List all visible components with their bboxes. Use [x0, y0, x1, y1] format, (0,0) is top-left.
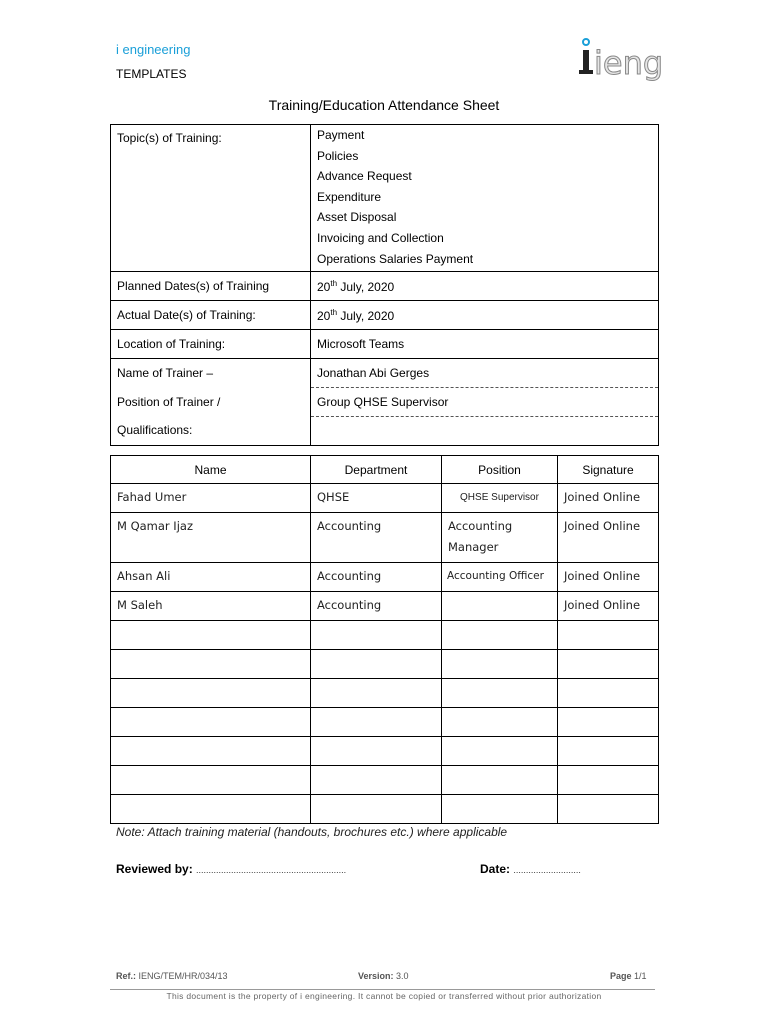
empty-cell: [311, 737, 442, 766]
note-text: Note: Attach training material (handouts, brochures etc.) where applicable: [116, 825, 508, 839]
actual-date-label: Actual Date(s) of Training:: [111, 301, 311, 330]
trainer-qual-value: [311, 416, 658, 445]
empty-cell: [311, 795, 442, 824]
attendee-department: QHSE: [311, 484, 442, 513]
location-value: Microsoft Teams: [311, 330, 659, 359]
empty-cell: [442, 766, 558, 795]
empty-cell: [311, 679, 442, 708]
attendance-table: [110, 455, 659, 824]
brand-name: i engineering: [116, 42, 191, 57]
section-label: TEMPLATES: [116, 67, 187, 81]
trainer-labels: [111, 359, 311, 446]
topics-label: Topic(s) of Training:: [111, 125, 311, 272]
empty-cell: [558, 708, 659, 737]
table-row: [111, 484, 659, 513]
footer-divider: [110, 989, 655, 990]
footer-version: Version: 3.0: [358, 971, 409, 981]
empty-cell: [442, 737, 558, 766]
attendee-department: Accounting: [311, 513, 442, 563]
trainer-name-value: Jonathan Abi Gerges: [317, 366, 430, 381]
empty-cell: [558, 679, 659, 708]
date-field: [480, 862, 581, 876]
planned-date-label: Planned Dates(s) of Training: [111, 272, 311, 301]
attendance-header-row: [111, 456, 659, 484]
empty-cell: [558, 650, 659, 679]
attendee-position: [442, 592, 558, 621]
topic-item: Advance Request: [317, 169, 412, 184]
topic-item: Policies: [317, 148, 359, 163]
empty-cell: [558, 795, 659, 824]
actual-date-row: [111, 301, 659, 330]
attendee-signature: Joined Online: [558, 592, 659, 621]
empty-row: [111, 795, 659, 824]
table-row: [111, 592, 659, 621]
empty-cell: [442, 679, 558, 708]
attendee-department: Accounting: [311, 592, 442, 621]
location-row: [111, 330, 659, 359]
topic-item: Payment: [317, 128, 365, 142]
page-title: Training/Education Attendance Sheet: [268, 97, 500, 113]
trainer-row: [111, 359, 659, 446]
footer-property-notice: This document is the property of i engineering. It cannot be copied or transferred without prior authorization: [166, 991, 602, 1001]
reviewed-by-blank: ............................................................: [196, 865, 347, 875]
topic-item: Invoicing and Collection: [317, 230, 444, 245]
ieng-logo: [574, 36, 674, 90]
empty-cell: [311, 766, 442, 795]
attendee-position: QHSE Supervisor: [442, 484, 558, 513]
date-label: Date:: [480, 862, 511, 876]
empty-cell: [111, 766, 311, 795]
empty-cell: [311, 650, 442, 679]
attendee-position: Accounting Officer: [442, 563, 558, 592]
empty-cell: [311, 621, 442, 650]
header-signature: Signature: [558, 456, 659, 484]
trainer-position-label: Position of Trainer /: [117, 394, 221, 409]
empty-row: [111, 621, 659, 650]
empty-cell: [558, 737, 659, 766]
reviewed-by-field: [116, 862, 346, 876]
attendee-name: M Qamar Ijaz: [111, 513, 311, 563]
attendee-department: Accounting: [311, 563, 442, 592]
location-label: Location of Training:: [111, 330, 311, 359]
attendee-signature: Joined Online: [558, 513, 659, 563]
trainer-qual-label: Qualifications:: [117, 423, 193, 438]
footer-ref: Ref.: IENG/TEM/HR/034/13: [116, 971, 228, 981]
header-position: Position: [442, 456, 558, 484]
empty-cell: [111, 679, 311, 708]
table-row: [111, 563, 659, 592]
topic-item: Operations Salaries Payment: [317, 251, 474, 266]
trainer-values: [311, 359, 659, 446]
empty-cell: [442, 650, 558, 679]
table-row: [111, 513, 659, 563]
empty-cell: [558, 766, 659, 795]
attendee-position: Accounting Manager: [442, 513, 558, 563]
empty-cell: [111, 737, 311, 766]
header-department: Department: [311, 456, 442, 484]
reviewed-by-label: Reviewed by:: [116, 862, 193, 876]
actual-date-value: 20th July, 2020: [311, 301, 659, 330]
empty-row: [111, 650, 659, 679]
empty-cell: [111, 621, 311, 650]
empty-cell: [111, 795, 311, 824]
attendee-signature: Joined Online: [558, 563, 659, 592]
footer-page: Page 1/1: [610, 971, 647, 981]
trainer-position-value: Group QHSE Supervisor: [311, 387, 658, 416]
empty-cell: [442, 621, 558, 650]
empty-row: [111, 679, 659, 708]
attendee-name: M Saleh: [111, 592, 311, 621]
attendee-name: Fahad Umer: [111, 484, 311, 513]
attendee-signature: Joined Online: [558, 484, 659, 513]
topics-list: [311, 125, 659, 272]
empty-cell: [442, 708, 558, 737]
empty-cell: [311, 708, 442, 737]
topic-item: Expenditure: [317, 189, 382, 204]
date-blank: ...........................: [513, 865, 581, 875]
topic-item: Asset Disposal: [317, 210, 397, 225]
empty-cell: [442, 795, 558, 824]
planned-date-row: [111, 272, 659, 301]
empty-cell: [111, 650, 311, 679]
empty-row: [111, 708, 659, 737]
empty-row: [111, 766, 659, 795]
topics-row: [111, 125, 659, 272]
trainer-name-label: Name of Trainer –: [117, 366, 214, 381]
training-info-table: [110, 124, 659, 446]
empty-row: [111, 737, 659, 766]
planned-date-value: 20th July, 2020: [311, 272, 659, 301]
empty-rows: [111, 621, 659, 824]
empty-cell: [558, 621, 659, 650]
attendee-name: Ahsan Ali: [111, 563, 311, 592]
empty-cell: [111, 708, 311, 737]
svg-text:ieng: ieng: [594, 44, 664, 82]
header-name: Name: [111, 456, 311, 484]
